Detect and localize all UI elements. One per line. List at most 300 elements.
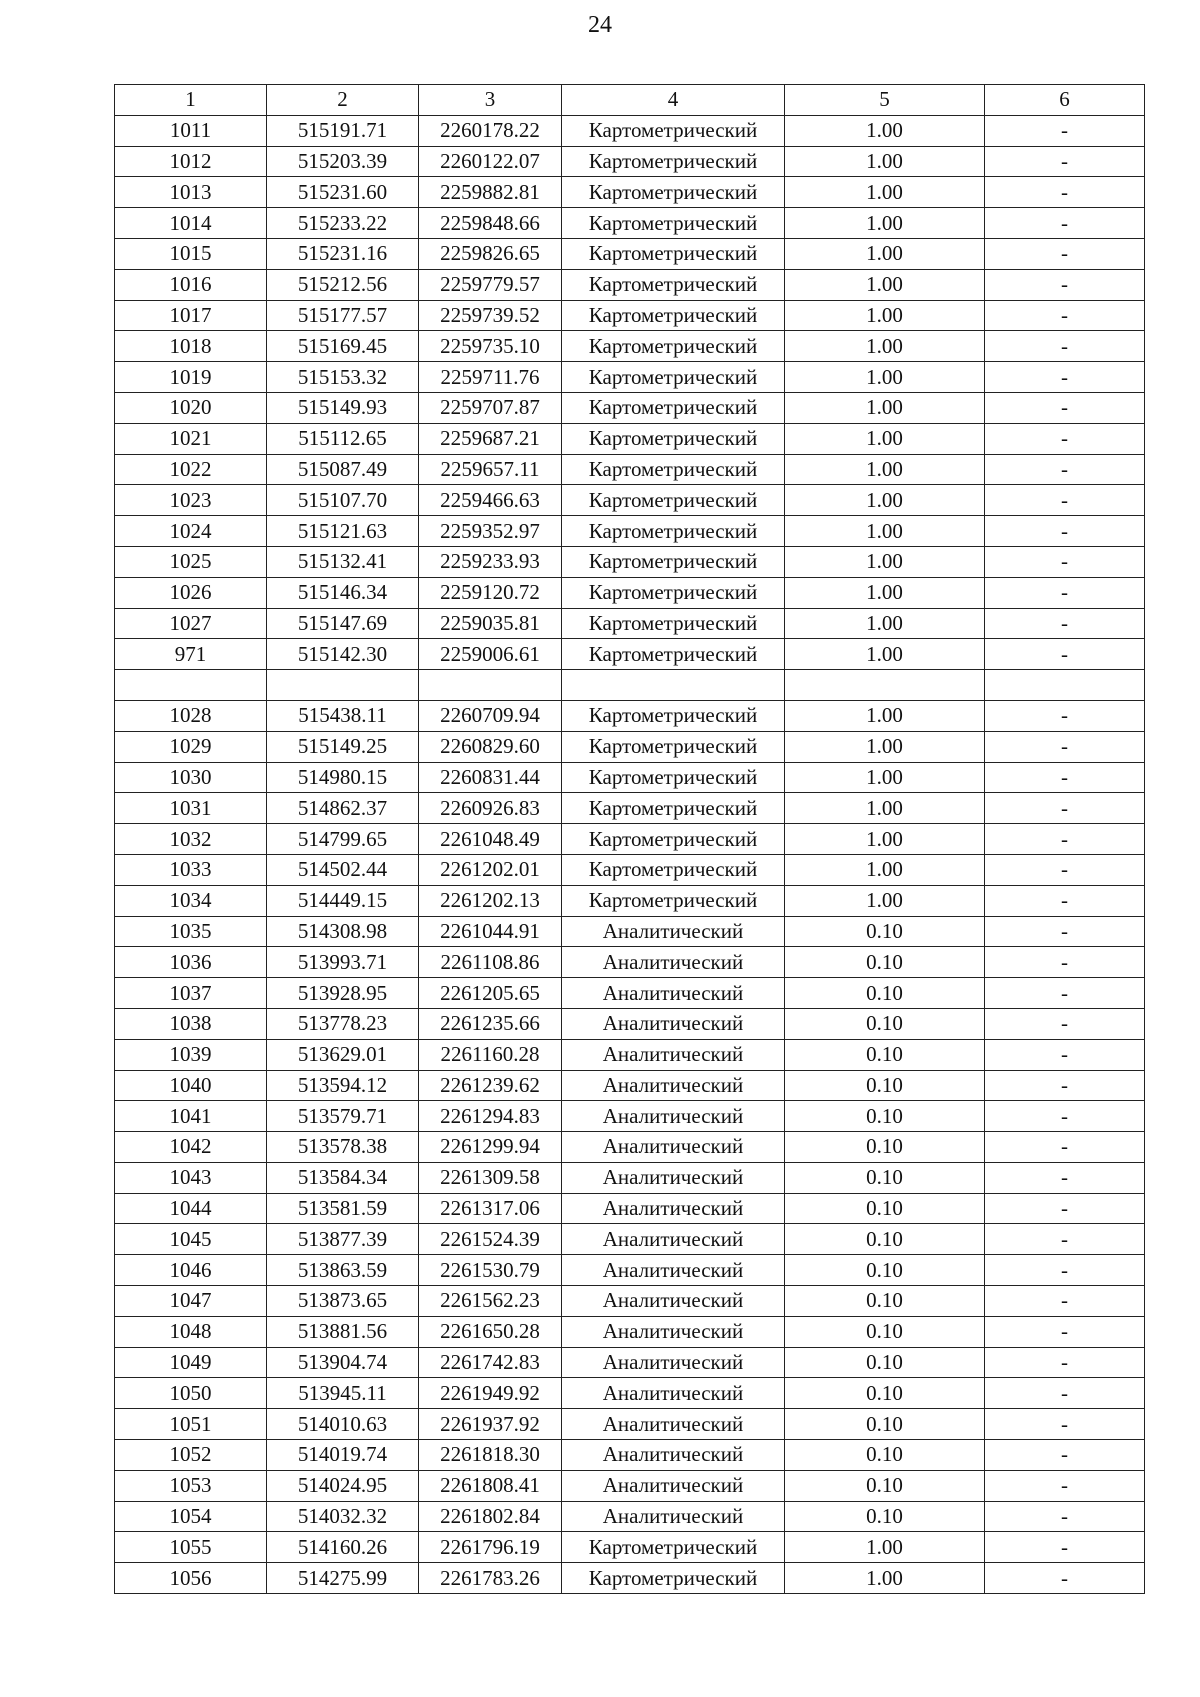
cell-x-coordinate: 514449.15 — [267, 885, 419, 916]
cell-note: - — [985, 362, 1145, 393]
cell-note: - — [985, 762, 1145, 793]
cell-note: - — [985, 978, 1145, 1009]
table-row — [115, 454, 1145, 485]
cell-y-coordinate: 2259352.97 — [419, 516, 562, 547]
cell-note: - — [985, 1501, 1145, 1532]
cell-point-number: 1028 — [115, 700, 267, 731]
cell-accuracy: 0.10 — [785, 1070, 985, 1101]
cell-method: Аналитический — [562, 1070, 785, 1101]
table-row — [115, 700, 1145, 731]
cell-accuracy: 0.10 — [785, 1501, 985, 1532]
cell-note: - — [985, 423, 1145, 454]
cell-method: Картометрический — [562, 608, 785, 639]
cell-accuracy: 0.10 — [785, 1132, 985, 1163]
cell-point-number: 1037 — [115, 978, 267, 1009]
cell-x-coordinate: 514502.44 — [267, 854, 419, 885]
cell-accuracy: 0.10 — [785, 1286, 985, 1317]
table-row — [115, 331, 1145, 362]
header-cell-5: 5 — [785, 85, 985, 116]
cell-method: Аналитический — [562, 1316, 785, 1347]
cell-y-coordinate: 2261309.58 — [419, 1162, 562, 1193]
cell-method: Аналитический — [562, 1501, 785, 1532]
cell-accuracy: 1.00 — [785, 885, 985, 916]
cell-point-number: 1045 — [115, 1224, 267, 1255]
table-row — [115, 577, 1145, 608]
table-row — [115, 146, 1145, 177]
cell-point-number: 1024 — [115, 516, 267, 547]
table-row — [115, 1440, 1145, 1471]
cell-note: - — [985, 392, 1145, 423]
cell-y-coordinate: 2261818.30 — [419, 1440, 562, 1471]
cell-point-number: 1015 — [115, 238, 267, 269]
cell-note: - — [985, 793, 1145, 824]
cell-accuracy: 1.00 — [785, 793, 985, 824]
cell-accuracy: 1.00 — [785, 608, 985, 639]
cell-point-number: 1043 — [115, 1162, 267, 1193]
table-row — [115, 1070, 1145, 1101]
cell-accuracy: 1.00 — [785, 115, 985, 146]
cell-accuracy: 0.10 — [785, 978, 985, 1009]
table-row — [115, 1008, 1145, 1039]
cell-point-number: 1041 — [115, 1101, 267, 1132]
table-row — [115, 762, 1145, 793]
cell-x-coordinate: 514019.74 — [267, 1440, 419, 1471]
cell-accuracy: 0.10 — [785, 1378, 985, 1409]
cell-accuracy: 1.00 — [785, 362, 985, 393]
cell-y-coordinate: 2261235.66 — [419, 1008, 562, 1039]
cell-note: - — [985, 1162, 1145, 1193]
cell-x-coordinate: 513578.38 — [267, 1132, 419, 1163]
cell-note: - — [985, 700, 1145, 731]
header-cell-4: 4 — [562, 85, 785, 116]
cell-note: - — [985, 885, 1145, 916]
cell-method: Картометрический — [562, 546, 785, 577]
cell-method: Картометрический — [562, 885, 785, 916]
cell-note: - — [985, 146, 1145, 177]
cell-method: Картометрический — [562, 516, 785, 547]
cell-point-number: 1048 — [115, 1316, 267, 1347]
cell-accuracy: 0.10 — [785, 1316, 985, 1347]
cell-accuracy: 1.00 — [785, 1563, 985, 1594]
cell-x-coordinate: 515203.39 — [267, 146, 419, 177]
cell-accuracy: 1.00 — [785, 423, 985, 454]
cell-accuracy: 0.10 — [785, 947, 985, 978]
table-row — [115, 947, 1145, 978]
cell-point-number: 1051 — [115, 1409, 267, 1440]
cell-note: - — [985, 1101, 1145, 1132]
cell-method: Аналитический — [562, 1470, 785, 1501]
cell-x-coordinate: 515233.22 — [267, 208, 419, 239]
cell-point-number: 1012 — [115, 146, 267, 177]
cell-x-coordinate: 513904.74 — [267, 1347, 419, 1378]
cell-note: - — [985, 608, 1145, 639]
table-row — [115, 608, 1145, 639]
cell-note: - — [985, 1255, 1145, 1286]
cell-note: - — [985, 639, 1145, 670]
cell-note: - — [985, 300, 1145, 331]
cell-note: - — [985, 1193, 1145, 1224]
cell-method: Картометрический — [562, 269, 785, 300]
header-cell-6: 6 — [985, 85, 1145, 116]
table-row — [115, 1347, 1145, 1378]
cell-note: - — [985, 1224, 1145, 1255]
cell-note: - — [985, 947, 1145, 978]
cell-x-coordinate: 515212.56 — [267, 269, 419, 300]
cell-point-number: 1017 — [115, 300, 267, 331]
cell-point-number: 1042 — [115, 1132, 267, 1163]
cell-x-coordinate: 515147.69 — [267, 608, 419, 639]
cell-accuracy: 1.00 — [785, 485, 985, 516]
table-row — [115, 793, 1145, 824]
cell-point-number: 1018 — [115, 331, 267, 362]
cell-y-coordinate — [419, 670, 562, 701]
cell-x-coordinate: 515231.60 — [267, 177, 419, 208]
cell-y-coordinate: 2260831.44 — [419, 762, 562, 793]
cell-method: Аналитический — [562, 978, 785, 1009]
cell-point-number: 1039 — [115, 1039, 267, 1070]
cell-y-coordinate: 2260926.83 — [419, 793, 562, 824]
cell-accuracy: 1.00 — [785, 269, 985, 300]
cell-y-coordinate: 2261044.91 — [419, 916, 562, 947]
cell-x-coordinate — [267, 670, 419, 701]
header-row — [115, 85, 1145, 116]
cell-accuracy — [785, 670, 985, 701]
cell-x-coordinate: 515107.70 — [267, 485, 419, 516]
cell-method: Картометрический — [562, 854, 785, 885]
cell-y-coordinate: 2259035.81 — [419, 608, 562, 639]
cell-method: Аналитический — [562, 1162, 785, 1193]
cell-y-coordinate: 2261562.23 — [419, 1286, 562, 1317]
cell-accuracy: 0.10 — [785, 1162, 985, 1193]
cell-method: Аналитический — [562, 1347, 785, 1378]
cell-note: - — [985, 824, 1145, 855]
cell-method: Аналитический — [562, 1255, 785, 1286]
header-cell-1: 1 — [115, 85, 267, 116]
cell-method: Аналитический — [562, 1132, 785, 1163]
table-row — [115, 546, 1145, 577]
cell-accuracy: 1.00 — [785, 639, 985, 670]
cell-accuracy: 1.00 — [785, 516, 985, 547]
cell-point-number: 1013 — [115, 177, 267, 208]
cell-x-coordinate: 515177.57 — [267, 300, 419, 331]
cell-x-coordinate: 515153.32 — [267, 362, 419, 393]
cell-x-coordinate: 513579.71 — [267, 1101, 419, 1132]
cell-accuracy: 1.00 — [785, 331, 985, 362]
cell-accuracy: 1.00 — [785, 146, 985, 177]
cell-accuracy: 0.10 — [785, 1008, 985, 1039]
cell-note: - — [985, 115, 1145, 146]
cell-note: - — [985, 331, 1145, 362]
cell-y-coordinate: 2259233.93 — [419, 546, 562, 577]
cell-point-number: 1026 — [115, 577, 267, 608]
cell-accuracy: 1.00 — [785, 824, 985, 855]
cell-y-coordinate: 2259739.52 — [419, 300, 562, 331]
cell-y-coordinate: 2261294.83 — [419, 1101, 562, 1132]
cell-point-number: 1040 — [115, 1070, 267, 1101]
cell-method: Аналитический — [562, 1378, 785, 1409]
table-row — [115, 1286, 1145, 1317]
cell-x-coordinate: 514308.98 — [267, 916, 419, 947]
cell-method: Картометрический — [562, 208, 785, 239]
cell-method: Аналитический — [562, 916, 785, 947]
table-row — [115, 269, 1145, 300]
cell-method: Картометрический — [562, 238, 785, 269]
cell-x-coordinate: 513928.95 — [267, 978, 419, 1009]
cell-y-coordinate: 2259848.66 — [419, 208, 562, 239]
cell-y-coordinate: 2261530.79 — [419, 1255, 562, 1286]
cell-point-number: 1053 — [115, 1470, 267, 1501]
cell-method: Аналитический — [562, 1224, 785, 1255]
cell-accuracy: 0.10 — [785, 1440, 985, 1471]
cell-y-coordinate: 2259735.10 — [419, 331, 562, 362]
cell-point-number: 1031 — [115, 793, 267, 824]
header-cell-2: 2 — [267, 85, 419, 116]
cell-x-coordinate: 514275.99 — [267, 1563, 419, 1594]
cell-point-number: 1023 — [115, 485, 267, 516]
cell-accuracy: 0.10 — [785, 1224, 985, 1255]
cell-point-number: 1055 — [115, 1532, 267, 1563]
cell-x-coordinate: 513945.11 — [267, 1378, 419, 1409]
cell-accuracy: 0.10 — [785, 1255, 985, 1286]
cell-method: Аналитический — [562, 1008, 785, 1039]
cell-y-coordinate: 2259711.76 — [419, 362, 562, 393]
cell-y-coordinate: 2259657.11 — [419, 454, 562, 485]
cell-y-coordinate: 2261524.39 — [419, 1224, 562, 1255]
cell-y-coordinate: 2259707.87 — [419, 392, 562, 423]
cell-y-coordinate: 2260709.94 — [419, 700, 562, 731]
table-row — [115, 1132, 1145, 1163]
cell-point-number: 1035 — [115, 916, 267, 947]
cell-x-coordinate: 513877.39 — [267, 1224, 419, 1255]
cell-method: Картометрический — [562, 1563, 785, 1594]
cell-x-coordinate: 515087.49 — [267, 454, 419, 485]
cell-method: Картометрический — [562, 485, 785, 516]
table-row — [115, 1039, 1145, 1070]
cell-point-number: 1056 — [115, 1563, 267, 1594]
cell-point-number: 1054 — [115, 1501, 267, 1532]
cell-y-coordinate: 2260122.07 — [419, 146, 562, 177]
table-row — [115, 854, 1145, 885]
table-row — [115, 1162, 1145, 1193]
cell-note: - — [985, 238, 1145, 269]
cell-point-number: 1029 — [115, 731, 267, 762]
cell-point-number: 1044 — [115, 1193, 267, 1224]
table-row — [115, 1409, 1145, 1440]
cell-note: - — [985, 454, 1145, 485]
cell-x-coordinate: 513993.71 — [267, 947, 419, 978]
cell-x-coordinate: 515438.11 — [267, 700, 419, 731]
cell-point-number: 1052 — [115, 1440, 267, 1471]
cell-y-coordinate: 2261108.86 — [419, 947, 562, 978]
table-row — [115, 485, 1145, 516]
cell-note: - — [985, 546, 1145, 577]
table-row — [115, 1563, 1145, 1594]
cell-y-coordinate: 2261202.01 — [419, 854, 562, 885]
table-row — [115, 1101, 1145, 1132]
cell-point-number: 1046 — [115, 1255, 267, 1286]
cell-accuracy: 0.10 — [785, 1470, 985, 1501]
table-row — [115, 670, 1145, 701]
cell-accuracy: 1.00 — [785, 208, 985, 239]
cell-x-coordinate: 515191.71 — [267, 115, 419, 146]
cell-x-coordinate: 513881.56 — [267, 1316, 419, 1347]
cell-note: - — [985, 1316, 1145, 1347]
table-row — [115, 639, 1145, 670]
cell-method: Картометрический — [562, 146, 785, 177]
cell-note: - — [985, 269, 1145, 300]
table-row — [115, 1501, 1145, 1532]
table-row — [115, 885, 1145, 916]
cell-method: Аналитический — [562, 1101, 785, 1132]
cell-x-coordinate: 514010.63 — [267, 1409, 419, 1440]
cell-y-coordinate: 2261048.49 — [419, 824, 562, 855]
cell-point-number: 1019 — [115, 362, 267, 393]
table-body — [115, 115, 1145, 1593]
cell-x-coordinate: 514024.95 — [267, 1470, 419, 1501]
cell-y-coordinate: 2261802.84 — [419, 1501, 562, 1532]
cell-note: - — [985, 1563, 1145, 1594]
cell-note: - — [985, 1347, 1145, 1378]
cell-note: - — [985, 485, 1145, 516]
cell-y-coordinate: 2261937.92 — [419, 1409, 562, 1440]
cell-y-coordinate: 2261160.28 — [419, 1039, 562, 1070]
cell-point-number: 1021 — [115, 423, 267, 454]
cell-note: - — [985, 1532, 1145, 1563]
cell-y-coordinate: 2261650.28 — [419, 1316, 562, 1347]
cell-point-number: 971 — [115, 639, 267, 670]
cell-note: - — [985, 731, 1145, 762]
cell-method: Аналитический — [562, 1193, 785, 1224]
page-number: 24 — [588, 12, 612, 38]
cell-point-number: 1047 — [115, 1286, 267, 1317]
table-row — [115, 1193, 1145, 1224]
cell-method: Картометрический — [562, 700, 785, 731]
cell-accuracy: 1.00 — [785, 762, 985, 793]
cell-note: - — [985, 208, 1145, 239]
cell-point-number: 1011 — [115, 115, 267, 146]
cell-accuracy: 1.00 — [785, 731, 985, 762]
cell-method: Аналитический — [562, 1286, 785, 1317]
cell-note: - — [985, 1039, 1145, 1070]
cell-note: - — [985, 916, 1145, 947]
cell-x-coordinate: 513863.59 — [267, 1255, 419, 1286]
cell-method: Аналитический — [562, 1039, 785, 1070]
cell-accuracy: 0.10 — [785, 916, 985, 947]
cell-point-number: 1033 — [115, 854, 267, 885]
cell-accuracy: 0.10 — [785, 1409, 985, 1440]
table-row — [115, 423, 1145, 454]
cell-note: - — [985, 854, 1145, 885]
cell-method: Картометрический — [562, 392, 785, 423]
cell-accuracy: 1.00 — [785, 854, 985, 885]
cell-y-coordinate: 2259779.57 — [419, 269, 562, 300]
cell-accuracy: 1.00 — [785, 300, 985, 331]
cell-method: Аналитический — [562, 1440, 785, 1471]
cell-x-coordinate: 515231.16 — [267, 238, 419, 269]
table-row — [115, 978, 1145, 1009]
table-row — [115, 731, 1145, 762]
header-cell-3: 3 — [419, 85, 562, 116]
cell-x-coordinate: 515142.30 — [267, 639, 419, 670]
cell-accuracy: 1.00 — [785, 577, 985, 608]
cell-x-coordinate: 515132.41 — [267, 546, 419, 577]
cell-y-coordinate: 2260829.60 — [419, 731, 562, 762]
table-row — [115, 300, 1145, 331]
table-row — [115, 1378, 1145, 1409]
cell-note: - — [985, 1409, 1145, 1440]
cell-accuracy: 1.00 — [785, 177, 985, 208]
cell-y-coordinate: 2260178.22 — [419, 115, 562, 146]
coordinates-table — [114, 84, 1145, 1594]
table-row — [115, 824, 1145, 855]
cell-point-number: 1038 — [115, 1008, 267, 1039]
cell-note: - — [985, 1286, 1145, 1317]
cell-note: - — [985, 1440, 1145, 1471]
table-row — [115, 238, 1145, 269]
cell-x-coordinate: 514799.65 — [267, 824, 419, 855]
cell-x-coordinate: 514032.32 — [267, 1501, 419, 1532]
cell-x-coordinate: 515169.45 — [267, 331, 419, 362]
cell-point-number: 1016 — [115, 269, 267, 300]
cell-point-number — [115, 670, 267, 701]
cell-note — [985, 670, 1145, 701]
cell-method: Картометрический — [562, 362, 785, 393]
cell-x-coordinate: 513873.65 — [267, 1286, 419, 1317]
cell-accuracy: 0.10 — [785, 1039, 985, 1070]
cell-method: Картометрический — [562, 115, 785, 146]
cell-accuracy: 0.10 — [785, 1347, 985, 1378]
cell-y-coordinate: 2261949.92 — [419, 1378, 562, 1409]
cell-note: - — [985, 1378, 1145, 1409]
cell-method: Картометрический — [562, 639, 785, 670]
cell-method: Картометрический — [562, 1532, 785, 1563]
cell-point-number: 1020 — [115, 392, 267, 423]
table-row — [115, 1255, 1145, 1286]
table-row — [115, 516, 1145, 547]
cell-accuracy: 1.00 — [785, 454, 985, 485]
cell-x-coordinate: 515149.93 — [267, 392, 419, 423]
cell-y-coordinate: 2261783.26 — [419, 1563, 562, 1594]
table-row — [115, 1316, 1145, 1347]
cell-method: Картометрический — [562, 577, 785, 608]
cell-y-coordinate: 2261299.94 — [419, 1132, 562, 1163]
cell-accuracy: 0.10 — [785, 1101, 985, 1132]
cell-method: Аналитический — [562, 1409, 785, 1440]
cell-method: Аналитический — [562, 947, 785, 978]
cell-method — [562, 670, 785, 701]
cell-point-number: 1034 — [115, 885, 267, 916]
cell-method: Картометрический — [562, 824, 785, 855]
table-row — [115, 392, 1145, 423]
cell-y-coordinate: 2261742.83 — [419, 1347, 562, 1378]
cell-y-coordinate: 2261239.62 — [419, 1070, 562, 1101]
cell-y-coordinate: 2261202.13 — [419, 885, 562, 916]
cell-x-coordinate: 515146.34 — [267, 577, 419, 608]
cell-note: - — [985, 1132, 1145, 1163]
cell-x-coordinate: 513594.12 — [267, 1070, 419, 1101]
cell-note: - — [985, 516, 1145, 547]
cell-note: - — [985, 1470, 1145, 1501]
cell-y-coordinate: 2259120.72 — [419, 577, 562, 608]
cell-note: - — [985, 577, 1145, 608]
cell-method: Картометрический — [562, 177, 785, 208]
cell-accuracy: 1.00 — [785, 1532, 985, 1563]
cell-accuracy: 1.00 — [785, 392, 985, 423]
cell-method: Картометрический — [562, 793, 785, 824]
cell-y-coordinate: 2261317.06 — [419, 1193, 562, 1224]
cell-note: - — [985, 1008, 1145, 1039]
cell-method: Картометрический — [562, 762, 785, 793]
